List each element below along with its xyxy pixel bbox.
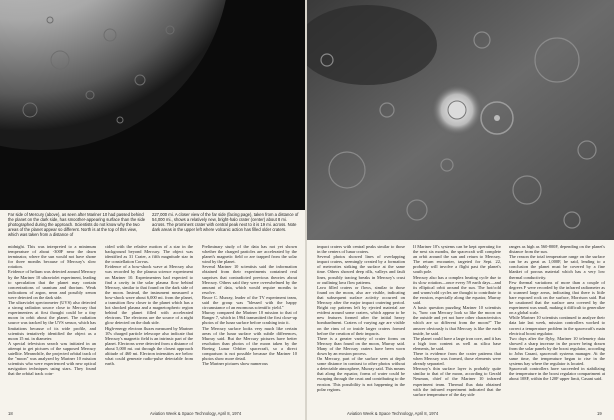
mercury-photo-graphic (0, 0, 305, 210)
article-column-3: Preliminary study of the data has not yet shown whether the charged particles are accelerated by the planet's magnetic field or are trapped from the solar wind by the planet. Several Mariner 10 scientists said the information obtained from their experiments contained real surprises that contradicted previous theories about Mercury. Others said they were overwhelmed by the amount of data, which would require months to resolve. Bruce C. Murray, leader of the TV experiment team, said the group was "blessed with the happy circumstance of an enormous scientific yield." Murray compared the Mariner 10 mission to that of Ranger 7, which in 1964 transmitted the first close-up photos of the lunar surface before crashing into it. The Mercury surface looks very much like certain areas of the lunar surface with subtle differences, Murray said. But the Mercury pictures have better resolution than photos of the moon taken by the Boeing Lunar Orbiter spacecraft, so a direct comparison is not possible because the Mariner 10 photos show more detail. The Mariner pictures show numerous (202, 244, 297, 367)
mercury-far-side-photo (0, 0, 305, 210)
mercury-closeup-photo (307, 0, 614, 240)
crater-photo-graphic (307, 0, 614, 240)
running-footer: Aviation Week & Space Technology, April 8, 1974 (150, 411, 242, 416)
article-column-1: midnight. This was interpreted to a minimum temperature of about -300F near the dawn terminator, where the sun would not have shone for three months because of Mercury's slow rotation. Evidence of helium was detected around Mercury by the Mariner 10 ultraviolet experiment, leading to speculation that the planet may contain concentrations of uranium and thorium. Weak indications of argon, neon and possibly xenon were detected on the dark side. The ultraviolet spectrometer (UVS) also detected a strong radiation source close to Mercury that experimenters at first thought could be a tiny moon in orbit about the planet. The radiation source was tracked by the UVS sensor, which has limitations because of its wide profile, and scientists tentatively identified the object as a moon 15 mi. in diameter. A special television search was initiated in an attempt to get pictures of the supposed Mercury satellite. Meanwhile, the projected orbital track of the "moon" was analyzed by Mariner 10 mission scientists who were experienced with new optical navigation techniques using stars. They found that the orbital track coin- (8, 244, 96, 377)
photo-caption: Far side of Mercury (above), as seen after Mariner 10 had passed behind the planet on the dark side, has smoother-appearing surface than the side photographed during the approach. Scientists do not know why the two areas of the planet appear so different. North is at the top of this view, which was taken from a distance of (8, 212, 146, 237)
left-page (0, 0, 305, 420)
right-page (307, 0, 614, 420)
running-footer-right: Aviation Week & Space Technology, April 8, 1974 (347, 411, 439, 416)
article-column-6: ranges as high as 560-800F, depending on the planet's distance from the sun. The reason the total temperature range on the surface can be as great as 1,000F, he said, lending to a conclusion the planet must be covered by a fine blanket of porous material which has a very low thermal conductivity. Few thermal variations of more than a couple of degrees F were recorded by the infrared radiometer as it scanned large areas, indicating that there is little bare exposed rock on the surface, Morrison said. But he cautioned that the surface area covered by the experiment was small, making it difficult to generalize on a global scale. While Mariner 10 scientists continued to analyze their data late last week, mission controllers worked to correct a temperature problem in the spacecraft's main electrical boost regulator. Two days after the flyby, Mariner 10 telemetry data showed a sharp increase in the power being drawn from the solar panels by the boost regulator, according to John Casani, spacecraft systems manager. At the same time, the temperature began to rise in the systems bay where the regulator is located. Spacecraft controllers have succeeded in stabilizing the temperature in the boost regulator compartment at about 108F, within the 120F upper limit, Casani said. (509, 244, 605, 382)
page-number-right: 19 (597, 411, 602, 416)
article-column-2: cided with the relative motion of a star in the background beyond Mercury. The object was identified as 31 Crater, a fifth magnitude star in the constellation Corvus. Evidence of a bow-shock wave at Mercury also was recorded by the plasma science experiment on Mariner 10. Experimenters had expected to find a cavity in the solar plasma flow behind Mercury, similar to that found on the dark side of the moon. Instead, the instrument measured a bow-shock wave about 6,000 mi. from the planet, a transition flow closer to the planet which has a hot shocked plasma and a magnetospheric region behind the planet filled with accelerated electrons. The electrons are the source of a night glow detected on the dark side. High-energy electron fluxes measured by Mariner 10's charged particle telescope also indicate that Mercury's magnetic field is an intrinsic part of the planet. Electrons were detected from a distance of about 5,000 mi. out through the closest approach altitude of 460 mi. Electron intensities are below what could generate radio-pulse detectable from earth. (105, 244, 193, 367)
article-column-4: impact craters with central peaks similar to those in the centers of lunar craters. Several photos showed lines of overlapping impact craters, seemingly created by a formation of meteorites striking the surface at the same time. Others showed deep rills, valleys and fault lines, possibly tracing breaks in Mercury's crust or outlining lava flow patterns. Lava filled craters or flows, similar to those found on the moon, also are visible, indicating that subsequent surface activity occurred on Mercury after the major impact cratering period. Bright ray patterns left by ejected material are evident around some craters, which appear to be new features formed after the initial heavy bombardment. Craters of varying age are visible on the rims of or inside larger craters formed before the creation of their impacts. There is a greater variety of crater forms on Mercury than found on the moon, Murray said. Many of the Mercury craters have been worn down by an erosion process. On Mercury, part of the surface seen at depth some distance in contrast to other photos without a detectable atmosphere, Murray said. This means that along the equator, forms of water could be escaping through the crust and contributing to the erosion. This possibility is not happening in the polar regions. (317, 244, 405, 392)
article-column-5: If Mariner 10's systems can be kept operating for the next six months, the spacecraft will complete an orbit around the sun and return to Mercury. The return encounter, targeted for Sept. 22, probably will involve a flight past the planet's south pole. Mercury also has a complex heating cycle due to its slow rotation—once every 59 earth days—and its elliptical orbit around the sun. The hot/cold and warm/cold cycles are thought to contribute to the erosion, especially along the equator, Murray said. A basic question puzzling Mariner 10 scientists is, "how can Mercury look so like the moon on the outside and yet not have other characteristics which are so different from the moon?" The answer obviously is that Mercury is like the earth inside, he said. The planet could have a large iron core, and it has a high iron content as well as silica base elements, he said. There is evidence from the crater patterns that when Mercury was formed, those elements were already separated. Mercury's thin surface layer is probably quite similar to that of the moon, according to Gerald Neuman, chief of the Mariner 10 infrared experiment team. Thermal flux data obtained with the infrared experiment indicated that the surface temperature of the day side (413, 244, 501, 397)
page-number: 18 (8, 411, 13, 416)
photo-caption-continued: 227,000 mi. A closer view of the far side (facing page), taken from a distance of 54,000 mi., shows a relatively new, bright-halo crater (center) about 8 mi. across. The prominent crater with central peak next to it is 19 mi. across. Note dark areas in the upper left where volcanic action has filled older craters. (152, 212, 299, 232)
